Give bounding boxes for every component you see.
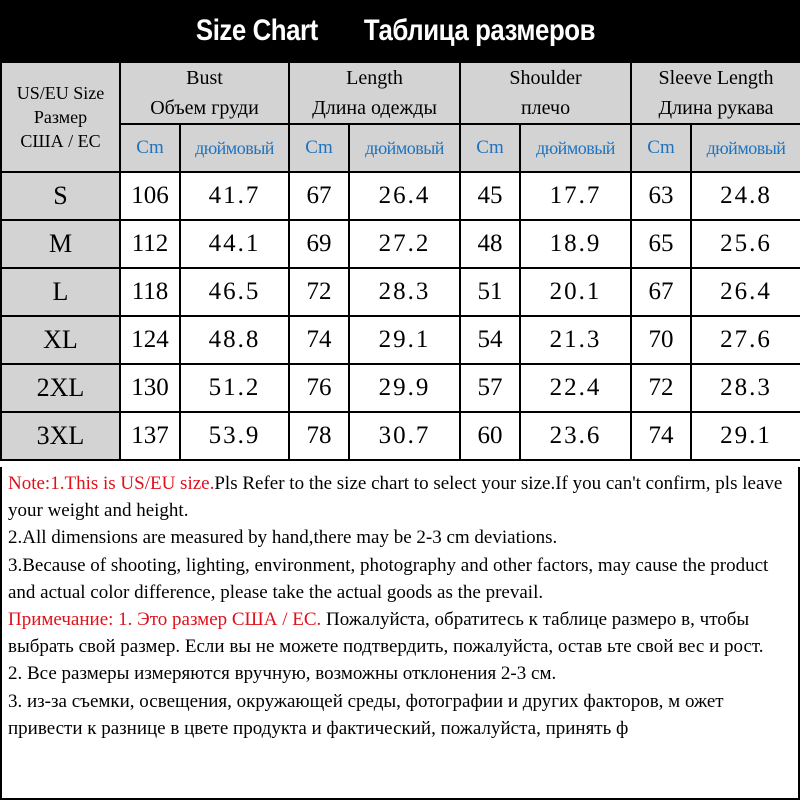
size-header-ru: Размер: [33, 107, 88, 127]
size-label: 3XL: [1, 412, 120, 460]
unit-inch: дюймовый: [520, 124, 631, 172]
bust-inch-cell: 44.1: [180, 220, 289, 268]
note-ru-warning: Примечание: 1. Это размер США / ЕС.: [8, 609, 322, 631]
sleeve-cm-cell: 74: [631, 412, 691, 460]
bust-cm-cell: 137: [120, 412, 180, 460]
title-english: Size Chart: [195, 13, 318, 47]
bust-cm-cell: 106: [120, 172, 180, 220]
note-ru-3: 3. из-за съемки, освещения, окружающей среды, фотографии и других факторов, м ожет привести к разнице в цвете продукта и фактический, пожалуйста, принять ф: [8, 690, 724, 739]
shoulder-inch-cell: 21.3: [520, 316, 631, 364]
unit-inch: дюймовый: [349, 124, 460, 172]
size-label: XL: [1, 316, 120, 364]
sleeve-header-ru: Длина рукава: [658, 97, 774, 119]
shoulder-inch-cell: 23.6: [520, 412, 631, 460]
shoulder-header-ru: плечо: [520, 97, 571, 119]
shoulder-cm-cell: 51: [460, 268, 520, 316]
table-row: [1, 172, 800, 220]
table-row: [1, 316, 800, 364]
size-label: L: [1, 268, 120, 316]
shoulder-cm-cell: 48: [460, 220, 520, 268]
note-en-warning: Note:1.This is US/EU size.: [8, 473, 215, 494]
sleeve-inch-cell: 27.6: [691, 316, 800, 364]
note-ru-1-text: Пожалуйста, обратитесь к таблице размеро в, чтобы выбрать свой размер. Если вы не можете подтвердить, пожалуйста, остав ьте свой вес и рост.: [8, 609, 764, 658]
shoulder-inch-cell: 22.4: [520, 364, 631, 412]
length-header-en: Length: [346, 67, 403, 89]
sleeve-inch-cell: 26.4: [691, 268, 800, 316]
bust-cm-cell: 124: [120, 316, 180, 364]
sleeve-header-en: Sleeve Length: [658, 67, 774, 89]
notes-panel: [0, 467, 800, 800]
bust-header-ru: Объем груди: [150, 97, 259, 119]
sleeve-cm-cell: 72: [631, 364, 691, 412]
sleeve-cm-cell: 70: [631, 316, 691, 364]
length-inch-cell: 27.2: [349, 220, 460, 268]
length-inch-cell: 29.9: [349, 364, 460, 412]
note-en-1-text: Pls Refer to the size chart to select your size.If you can't confirm, pls leave your weight and height.: [8, 473, 783, 522]
length-header-ru: Длина одежды: [312, 97, 437, 119]
shoulder-inch-cell: 17.7: [520, 172, 631, 220]
unit-cm: Cm: [631, 124, 691, 172]
length-cm-cell: 76: [289, 364, 349, 412]
size-label: M: [1, 220, 120, 268]
table-row: [1, 364, 800, 412]
bust-header-en: Bust: [186, 67, 223, 89]
table-row: [1, 268, 800, 316]
note-en-1: [8, 470, 792, 524]
shoulder-inch-cell: 20.1: [520, 268, 631, 316]
sleeve-cm-cell: 63: [631, 172, 691, 220]
unit-inch: дюймовый: [691, 124, 800, 172]
length-cm-cell: 72: [289, 268, 349, 316]
sleeve-header: [631, 62, 800, 124]
bust-header: [120, 62, 289, 124]
note-ru-2: 2. Все размеры измеряются вручную, возможны отклонения 2-3 см.: [8, 663, 557, 685]
length-inch-cell: 28.3: [349, 268, 460, 316]
shoulder-cm-cell: 54: [460, 316, 520, 364]
bust-cm-cell: 118: [120, 268, 180, 316]
shoulder-cm-cell: 45: [460, 172, 520, 220]
size-header-region: США / ЕС: [20, 131, 101, 151]
note-en-2: 2.All dimensions are measured by hand,there may be 2-3 cm deviations.: [8, 527, 558, 549]
sleeve-inch-cell: 24.8: [691, 172, 800, 220]
bust-inch-cell: 53.9: [180, 412, 289, 460]
length-cm-cell: 74: [289, 316, 349, 364]
length-inch-cell: 30.7: [349, 412, 460, 460]
bust-inch-cell: 48.8: [180, 316, 289, 364]
sleeve-inch-cell: 25.6: [691, 220, 800, 268]
length-inch-cell: 29.1: [349, 316, 460, 364]
length-inch-cell: 26.4: [349, 172, 460, 220]
length-cm-cell: 69: [289, 220, 349, 268]
title-bar: [0, 0, 800, 61]
size-label: 2XL: [1, 364, 120, 412]
unit-inch: дюймовый: [180, 124, 289, 172]
shoulder-cm-cell: 57: [460, 364, 520, 412]
bust-cm-cell: 130: [120, 364, 180, 412]
title-russian: Таблица размеров: [364, 13, 596, 47]
shoulder-cm-cell: 60: [460, 412, 520, 460]
size-table: [0, 61, 800, 461]
unit-cm: Cm: [289, 124, 349, 172]
length-header: [289, 62, 460, 124]
unit-cm: Cm: [460, 124, 520, 172]
size-column-header: [1, 62, 120, 172]
sleeve-inch-cell: 29.1: [691, 412, 800, 460]
table-row: [1, 412, 800, 460]
shoulder-inch-cell: 18.9: [520, 220, 631, 268]
note-en-3: 3.Because of shooting, lighting, environment, photography and other factors, may cause the product and actual color difference, please take the actual goods as the prevail.: [8, 554, 769, 603]
bust-cm-cell: 112: [120, 220, 180, 268]
shoulder-header: [460, 62, 631, 124]
length-cm-cell: 78: [289, 412, 349, 460]
length-cm-cell: 67: [289, 172, 349, 220]
sleeve-cm-cell: 67: [631, 268, 691, 316]
bust-inch-cell: 46.5: [180, 268, 289, 316]
note-ru-1: [8, 606, 792, 660]
size-label: S: [1, 172, 120, 220]
unit-cm: Cm: [120, 124, 180, 172]
sleeve-cm-cell: 65: [631, 220, 691, 268]
bust-inch-cell: 51.2: [180, 364, 289, 412]
shoulder-header-en: Shoulder: [509, 67, 582, 89]
table-row: [1, 220, 800, 268]
bust-inch-cell: 41.7: [180, 172, 289, 220]
sleeve-inch-cell: 28.3: [691, 364, 800, 412]
size-header-en: US/EU Size: [16, 83, 105, 103]
